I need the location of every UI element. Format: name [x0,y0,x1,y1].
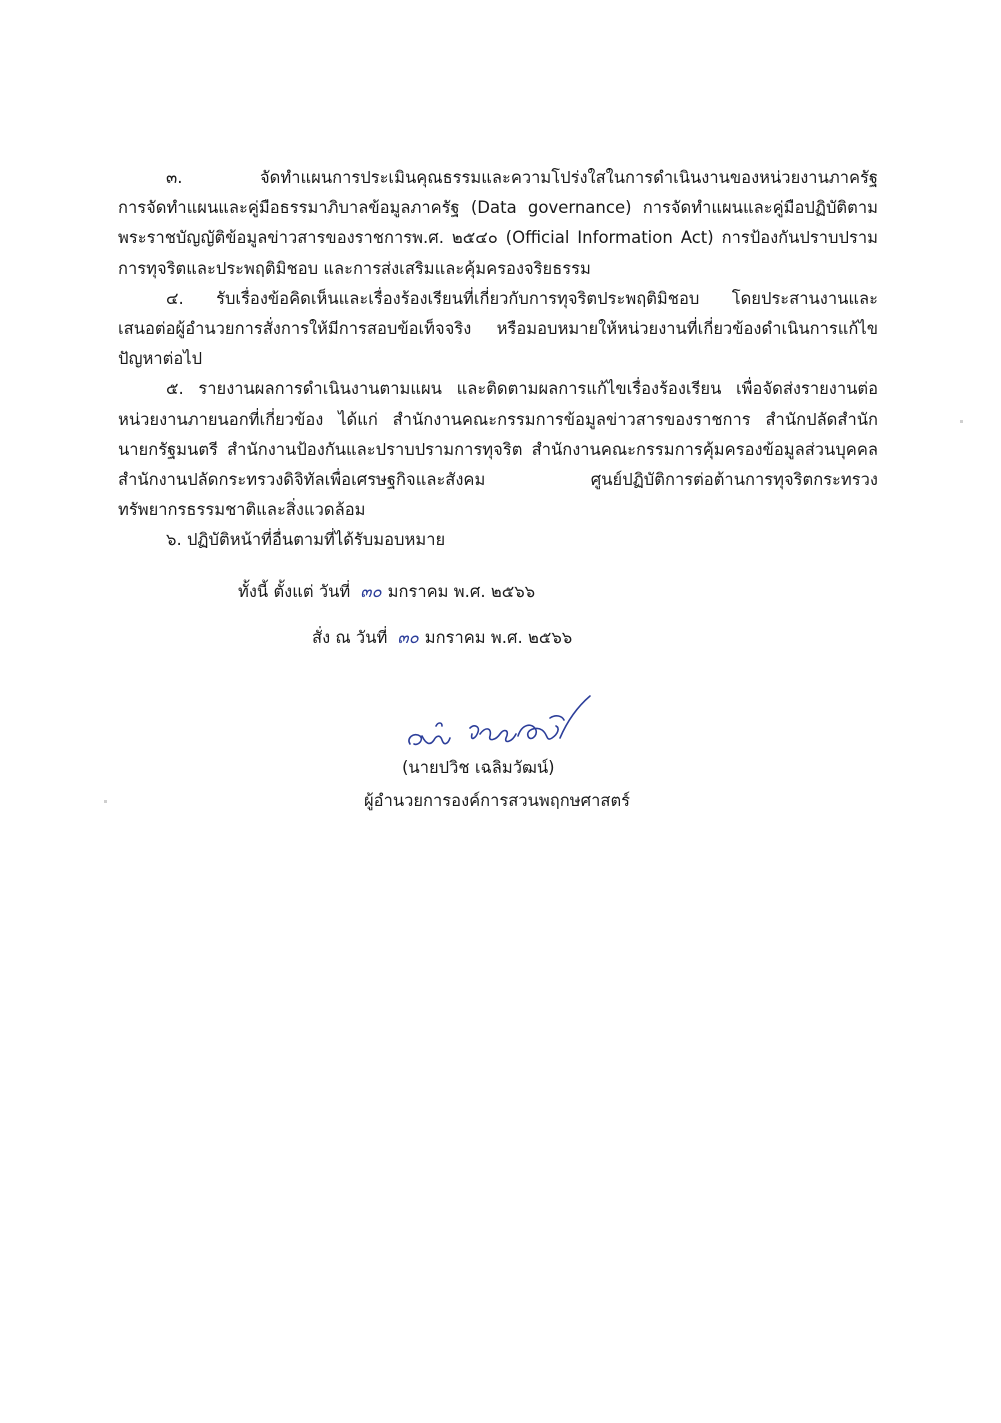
order-date-rest: มกราคม พ.ศ. ๒๕๖๖ [424,628,573,647]
order-date [312,625,572,651]
effective-date-day: ๓๐ [360,582,382,601]
item3-line-2: การจัดทำแผนและคู่มือธรรมาภิบาลข้อมูลภาครัฐ (Data governance) การจัดทำแผนและคู่มือปฏิบัติตาม [118,198,878,218]
scan-speck [104,800,107,803]
effective-date [238,579,535,605]
item5-line-2: หน่วยงานภายนอกที่เกี่ยวข้อง ได้แก่ สำนักงานคณะกรรมการข้อมูลข่าวสารของราชการ สำนักปลัดสำนัก [118,409,878,429]
order-date-day: ๓๐ [397,628,419,647]
item4-line-2: เสนอต่อผู้อำนวยการสั่งการให้มีการสอบข้อเท็จจริง หรือมอบหมายให้หน่วยงานที่เกี่ยวข้องดำเนินการแก้ไข [118,319,878,339]
item4-line-1: ๔. รับเรื่องข้อคิดเห็นและเรื่องร้องเรียนที่เกี่ยวกับการทุจริตประพฤติมิชอบ โดยประสานงานและ [166,288,878,308]
document-body [118,163,878,556]
effective-date-prefix: ทั้งนี้ ตั้งแต่ วันที่ [238,582,351,601]
item5-line-3: นายกรัฐมนตรี สำนักงานป้องกันและปราบปรามการทุจริต สำนักงานคณะกรรมการคุ้มครองข้อมูลส่วนบุคคล [118,439,878,459]
item3-line-3: พระราชบัญญัติข้อมูลข่าวสารของราชการพ.ศ. ๒๕๔๐ (Official Information Act) การป้องกันปราบปราม [118,228,878,248]
item3-line-4: การทุจริตและประพฤติมิชอบ และการส่งเสริมและคุ้มครองจริยธรรม [118,258,591,278]
effective-date-rest: มกราคม พ.ศ. ๒๕๖๖ [387,582,536,601]
item5-line-1: ๕. รายงานผลการดำเนินงานตามแผน และติดตามผลการแก้ไขเรื่องร้องเรียน เพื่อจัดส่งรายงานต่อ [166,379,878,399]
item5-line-5: ทรัพยากรธรรมชาติและสิ่งแวดล้อม [118,500,366,520]
signatory-position: ผู้อำนวยการองค์การสวนพฤกษศาสตร์ [364,791,631,810]
item4-line-3: ปัญหาต่อไป [118,349,203,369]
order-date-prefix: สั่ง ณ วันที่ [312,628,388,647]
item6-line-1: ๖. ปฏิบัติหน้าที่อื่นตามที่ได้รับมอบหมาย [166,530,446,550]
signatory-name: (นายปวิช เฉลิมวัฒน์) [402,758,555,777]
handwritten-signature [400,688,620,758]
scan-speck [960,420,963,423]
item3-line-1: ๓. จัดทำแผนการประเมินคุณธรรมและความโปร่งใสในการดำเนินงานของหน่วยงานภาครัฐ [166,168,878,187]
item5-line-4: สำนักงานปลัดกระทรวงดิจิทัลเพื่อเศรษฐกิจและสังคม ศูนย์ปฏิบัติการต่อต้านการทุจริตกระทรวง [118,470,878,490]
